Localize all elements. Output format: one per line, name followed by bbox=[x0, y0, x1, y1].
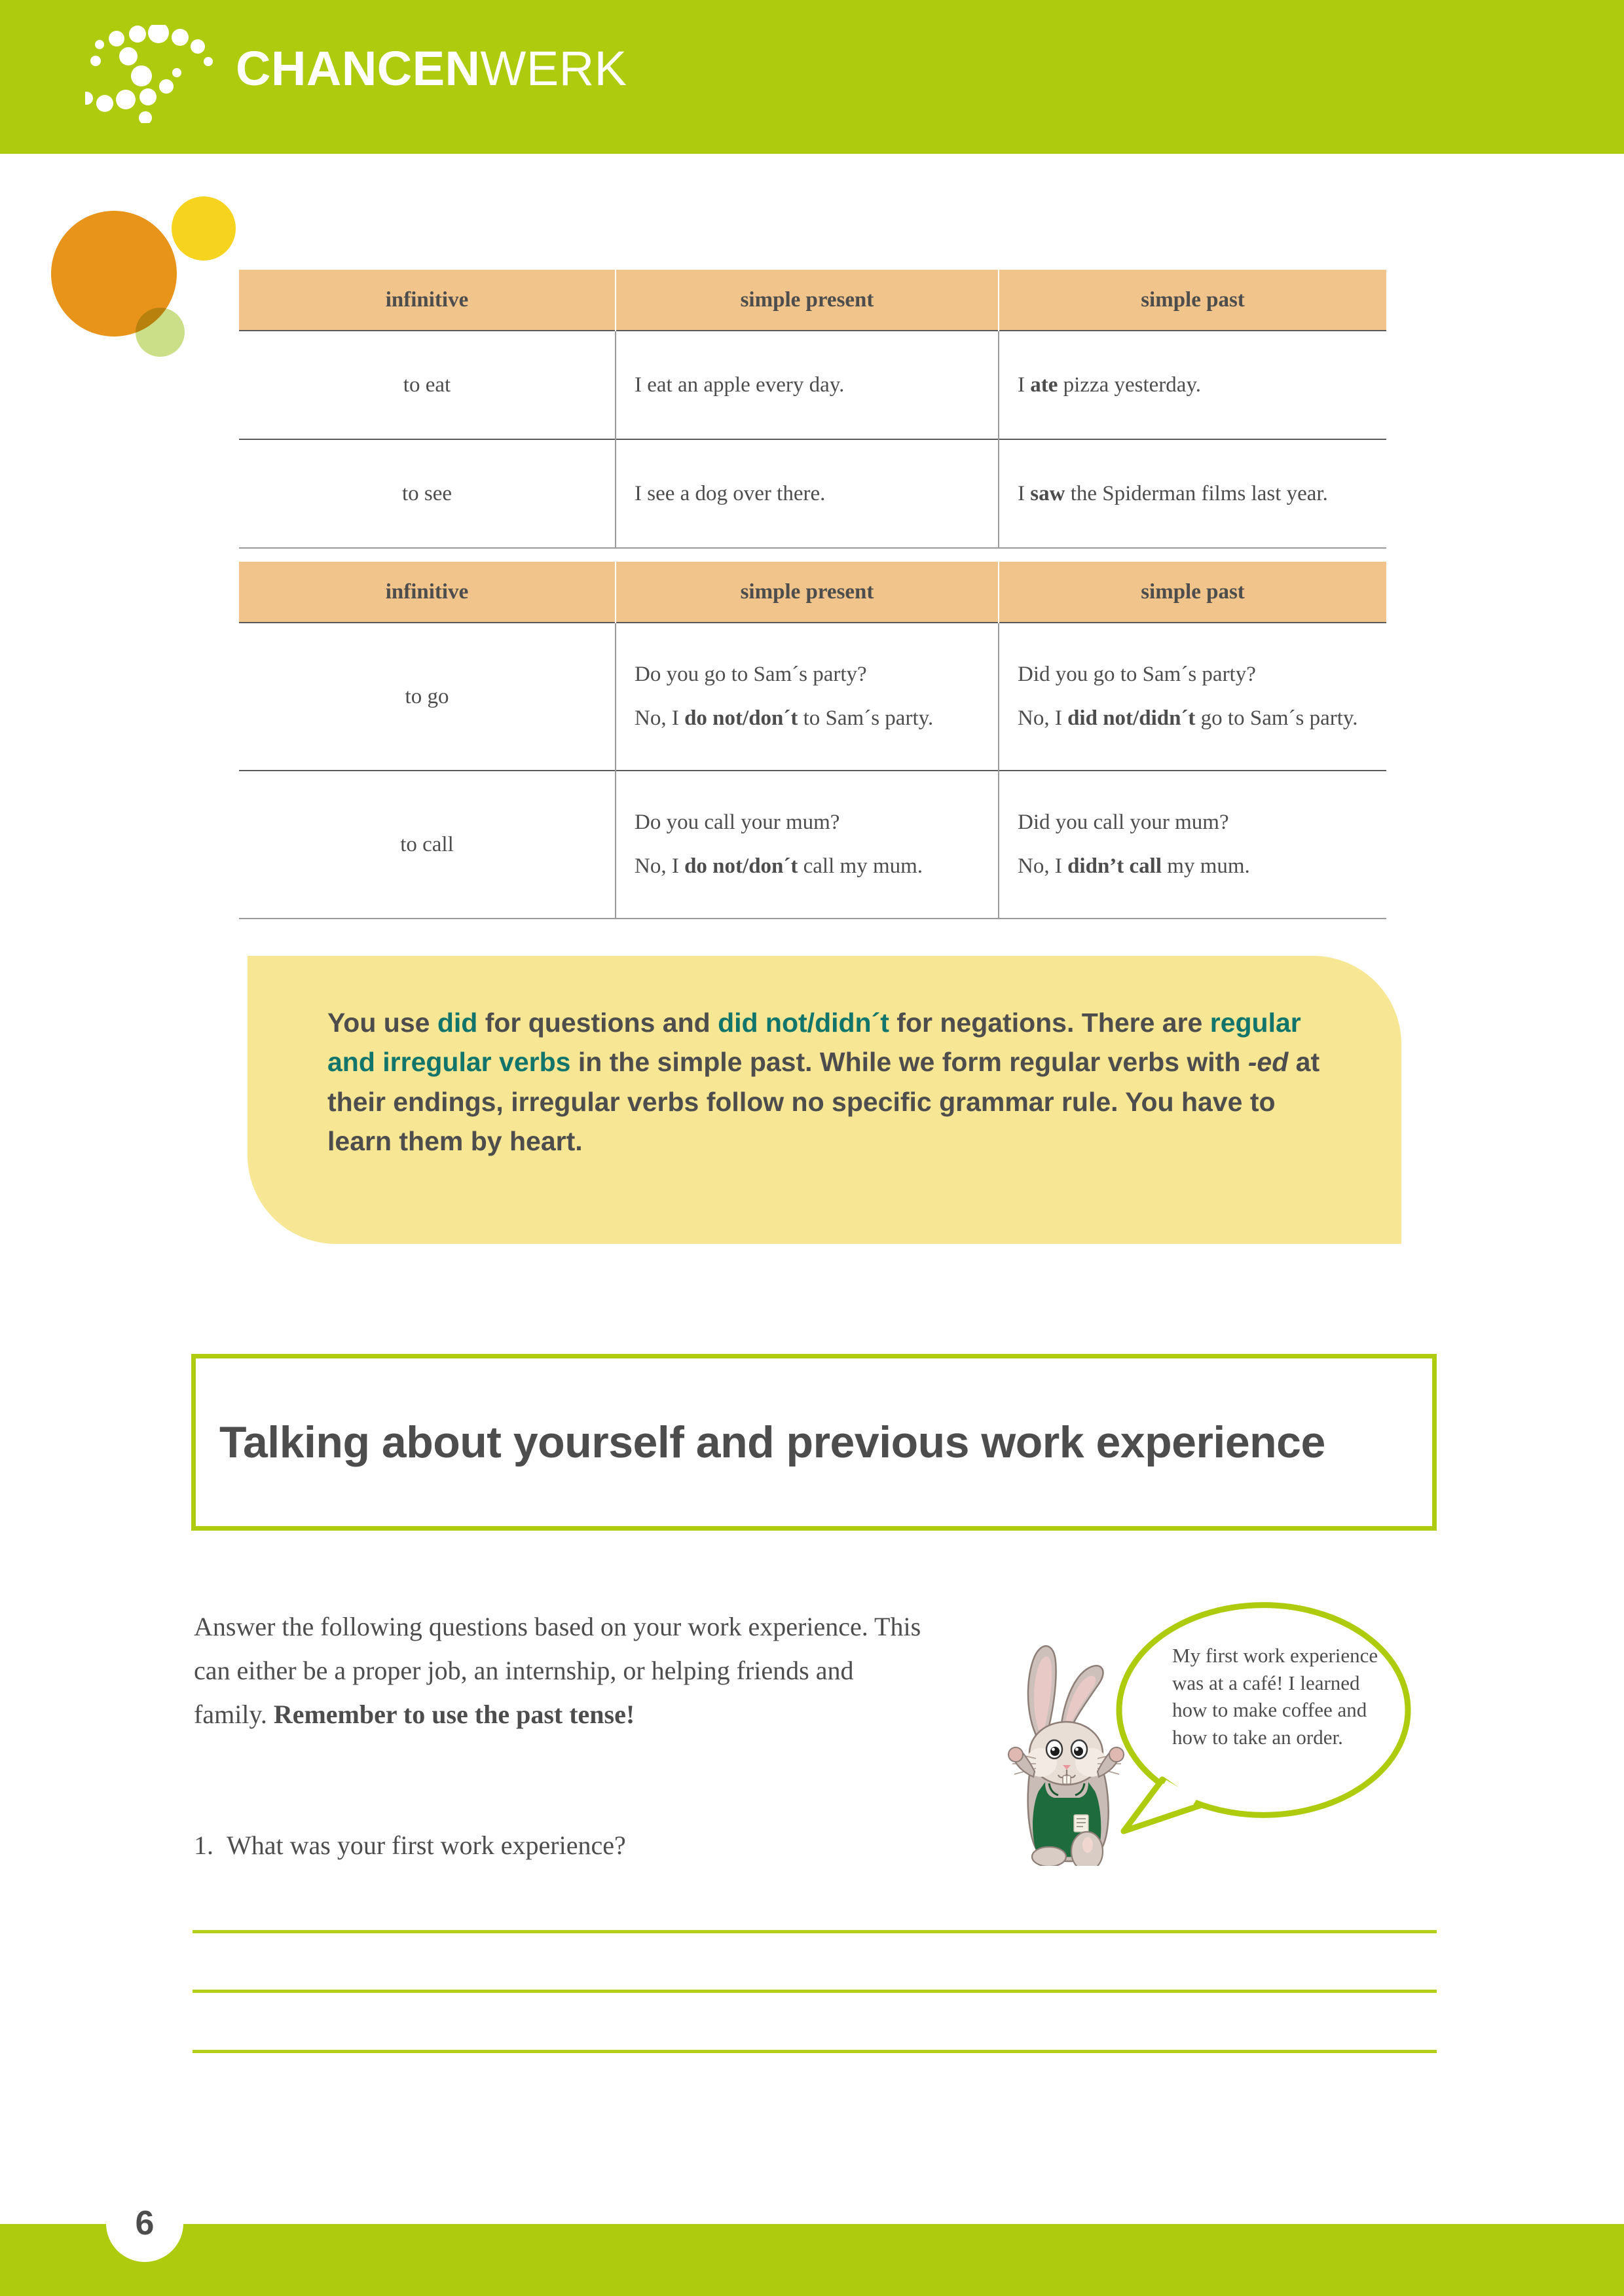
page-number-badge bbox=[106, 2185, 183, 2262]
past-prefix: I bbox=[1018, 373, 1031, 397]
page-number: 6 bbox=[135, 2204, 155, 2242]
brand-name-bold: CHANCEN bbox=[236, 41, 481, 96]
decorative-circle-green bbox=[136, 308, 185, 357]
answer-line-3[interactable] bbox=[193, 2050, 1437, 2053]
answer-line-2[interactable] bbox=[193, 1990, 1437, 1993]
table-row bbox=[239, 331, 1386, 439]
note-segment: at their endings, irregular verbs follow no specific grammar rule. You have to learn them by heart. bbox=[327, 1047, 1320, 1156]
present-answer: No, I do not/don´t to Sam´s party. bbox=[635, 706, 934, 730]
past-answer: No, I didn’t call my mum. bbox=[1018, 854, 1250, 878]
brand-name-light: WERK bbox=[480, 41, 627, 96]
past-suffix: the Spiderman films last year. bbox=[1065, 481, 1328, 505]
note-highlight-did: did bbox=[437, 1008, 478, 1038]
column-header-simple-past: simple past bbox=[999, 270, 1386, 331]
table-header-row bbox=[239, 270, 1386, 331]
section-title-box bbox=[191, 1354, 1437, 1531]
grammar-note-text bbox=[327, 1003, 1323, 1161]
cell-simple-present bbox=[616, 623, 999, 771]
past-question: Did you go to Sam´s party? bbox=[1018, 663, 1256, 687]
cell-infinitive: to see bbox=[239, 439, 616, 548]
brand-logo bbox=[85, 25, 627, 123]
column-header-infinitive: infinitive bbox=[239, 562, 616, 623]
note-emphasis-ed: -ed bbox=[1247, 1047, 1289, 1078]
note-segment: in the simple past. While we form regular verbs with bbox=[570, 1047, 1248, 1078]
cell-infinitive: to call bbox=[239, 771, 616, 919]
past-suffix: pizza yesterday. bbox=[1058, 373, 1202, 397]
column-header-simple-past: simple past bbox=[999, 562, 1386, 623]
cell-simple-present: I see a dog over there. bbox=[616, 439, 999, 548]
cell-infinitive: to go bbox=[239, 623, 616, 771]
column-header-simple-present: simple present bbox=[616, 270, 999, 331]
page-footer-bar bbox=[0, 2224, 1624, 2296]
question-number: 1. bbox=[194, 1831, 213, 1860]
answer-line-1[interactable] bbox=[193, 1930, 1437, 1933]
cell-infinitive: to eat bbox=[239, 331, 616, 439]
question-1 bbox=[194, 1830, 1111, 1861]
page-title: Talking about yourself and previous work experience bbox=[219, 1417, 1325, 1467]
cell-simple-past bbox=[999, 331, 1386, 439]
instructions-paragraph bbox=[194, 1605, 927, 1736]
note-segment: for questions and bbox=[477, 1008, 718, 1038]
decorative-circle-yellow bbox=[172, 196, 236, 261]
note-highlight-didnot: did not/didn´t bbox=[718, 1008, 889, 1038]
present-question: Do you call your mum? bbox=[635, 811, 840, 835]
present-question: Do you go to Sam´s party? bbox=[635, 663, 867, 687]
verb-table-questions-negations bbox=[239, 562, 1386, 919]
cell-simple-present: I eat an apple every day. bbox=[616, 331, 999, 439]
past-verb-bold: saw bbox=[1030, 481, 1065, 505]
cell-simple-past bbox=[999, 439, 1386, 548]
present-answer: No, I do not/don´t call my mum. bbox=[635, 854, 923, 878]
past-prefix: I bbox=[1018, 481, 1031, 505]
chancenwerk-dots-logo-icon bbox=[85, 25, 216, 123]
column-header-infinitive: infinitive bbox=[239, 270, 616, 331]
table-row bbox=[239, 439, 1386, 548]
past-answer: No, I did not/didn´t go to Sam´s party. bbox=[1018, 706, 1358, 730]
note-segment: for negations. There are bbox=[889, 1008, 1210, 1038]
note-segment: You use bbox=[327, 1008, 437, 1038]
column-header-simple-present: simple present bbox=[616, 562, 999, 623]
table-row bbox=[239, 771, 1386, 919]
verb-table-statements bbox=[239, 270, 1386, 549]
question-text: What was your first work experience? bbox=[227, 1831, 626, 1860]
brand-wordmark bbox=[236, 41, 627, 96]
instructions-text: Answer the following questions based on your work experience. This can either be a proper job, an internship, or helping friends and family. bbox=[194, 1612, 921, 1729]
grammar-note-box bbox=[248, 956, 1401, 1244]
instructions-emphasis: Remember to use the past tense! bbox=[273, 1699, 635, 1729]
note-highlight-verbs: regular and irregular verbs bbox=[327, 1008, 1301, 1078]
past-question: Did you call your mum? bbox=[1018, 811, 1229, 835]
cell-simple-past bbox=[999, 623, 1386, 771]
past-verb-bold: ate bbox=[1030, 373, 1058, 397]
speech-bubble-text: My first work experience was at a café! I learned how to make coffee and how to take an order. bbox=[1172, 1644, 1378, 1749]
table-header-row bbox=[239, 562, 1386, 623]
cell-simple-past bbox=[999, 771, 1386, 919]
table-row bbox=[239, 623, 1386, 771]
cell-simple-present bbox=[616, 771, 999, 919]
